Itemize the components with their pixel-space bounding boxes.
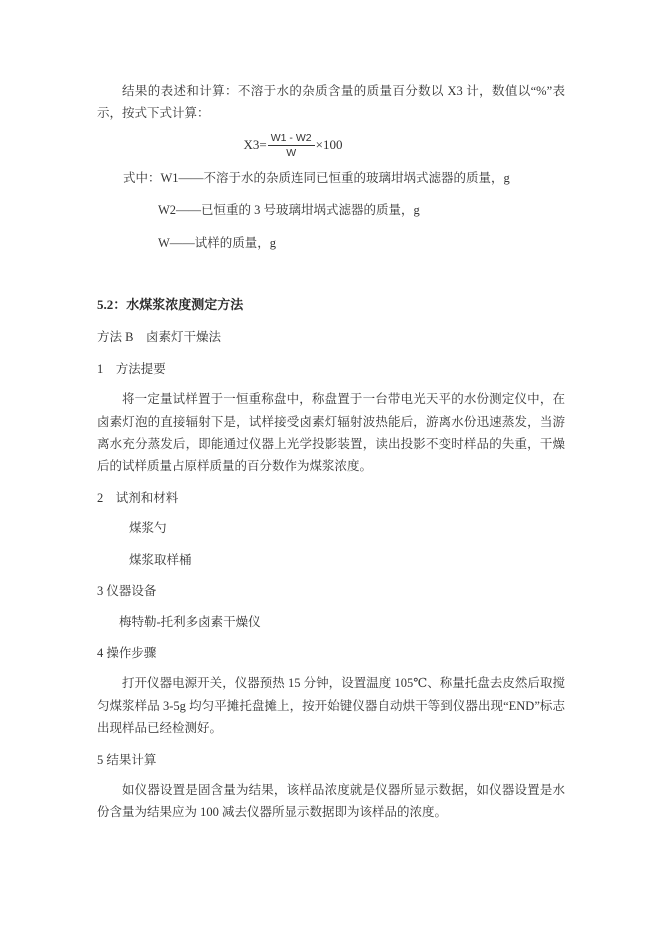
- formula-w2-definition: W2——已恒重的 3 号玻璃坩埚式滤器的质量，g: [158, 203, 420, 218]
- section-4-body: 打开仪器电源开关，仪器预热 15 分钟，设置温度 105℃、称量托盘去皮然后取搅匀煤浆样品 3-5g 均匀平摊托盘摊上，按开始键仪器自动烘干等到仪器出现“END”标志出现样品已经检测好。: [97, 676, 565, 736]
- formula-denominator: W: [286, 146, 297, 159]
- intro-paragraph: 结果的表述和计算：不溶于水的杂质含量的质量百分数以 X3 计，数值以“%”表示，按式下式计算：: [97, 84, 565, 121]
- section-heading-5-2: 5.2：水煤浆浓度测定方法: [97, 297, 244, 313]
- method-b-line: 方法 B 卤素灯干燥法: [97, 330, 221, 345]
- section-2-item-sampling-bucket: 煤浆取样桶: [129, 552, 192, 567]
- formula-multiplier: ×100: [315, 137, 343, 153]
- section-5-title: 5 结果计算: [97, 752, 157, 767]
- formula-numerator: W1 - W2: [268, 132, 315, 146]
- section-3-item-halogen-dryer: 梅特勒-托利多卤素干燥仪: [119, 614, 261, 629]
- section-3-title: 3 仪器设备: [97, 584, 157, 599]
- section-1-title: 1 方法提要: [97, 361, 166, 376]
- section-2-item-slurry-spoon: 煤浆勺: [129, 521, 167, 536]
- section-5-body: 如仪器设置是固含量为结果，该样品浓度就是仪器所显示数据，如仪器设置是水份含量为结果应为 100 减去仪器所显示数据即为该样品的浓度。: [97, 782, 565, 820]
- section-4-title: 4 操作步骤: [97, 645, 157, 660]
- formula: [59, 132, 527, 159]
- section-2-title: 2 试剂和材料: [97, 490, 179, 505]
- formula-fraction: [268, 132, 315, 159]
- formula-lhs: X3=: [243, 137, 267, 153]
- formula-where-w1-definition: 式中：W1——不溶于水的杂质连同已恒重的玻璃坩埚式滤器的质量，g: [123, 170, 510, 185]
- formula-w-definition: W——试样的质量，g: [158, 235, 277, 250]
- section-1-body: 将一定量试样置于一恒重称盘中，称盘置于一台带电光天平的水份测定仪中，在卤素灯泡的直接辐射下是，试样接受卤素灯辐射波热能后，游离水份迅速蒸发，当游离水充分蒸发后，即能通过仪器上光学投影装置，读出投影不变时样品的失重，干燥后的试样质量占原样质量的百分数作为煤浆浓度。: [97, 392, 565, 474]
